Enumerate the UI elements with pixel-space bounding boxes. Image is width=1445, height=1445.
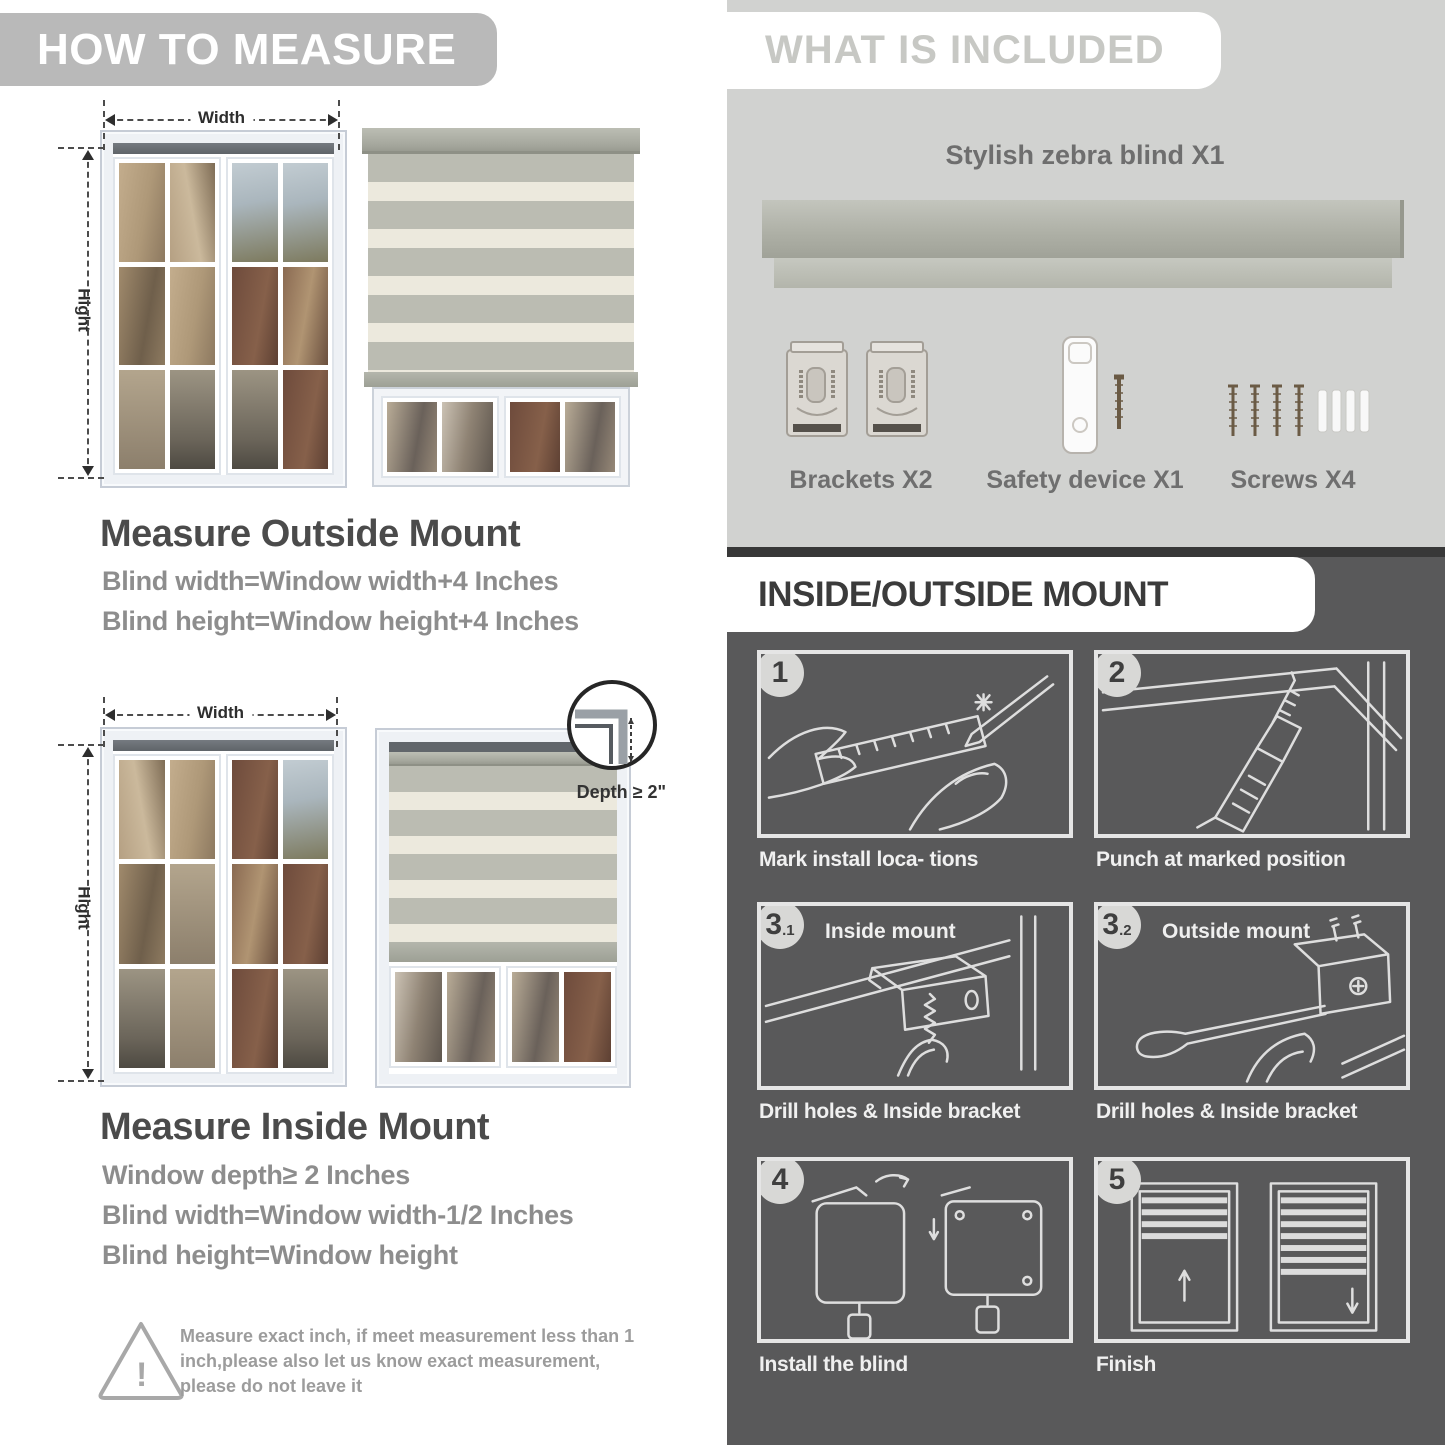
arrowhead-up: [82, 747, 94, 757]
step-title-inside-mount: Inside mount: [825, 920, 956, 943]
width-bound-right: [336, 697, 338, 747]
mark-locations-art: [761, 654, 1069, 834]
height-tick-top: [58, 744, 104, 746]
step-caption-4: Install the blind: [759, 1353, 908, 1376]
window-casement: [113, 754, 221, 1074]
finish-art: [1098, 1161, 1406, 1341]
height-label: Hight: [74, 886, 94, 930]
window-casement: [226, 157, 334, 475]
blind-headrail-product: [762, 200, 1404, 258]
step-badge-3-1: 3 .1: [757, 902, 804, 949]
outside-mount-title: Measure Outside Mount: [100, 513, 521, 555]
window-casement: [113, 157, 221, 475]
outside-mount-window-illustration: [100, 130, 347, 488]
window-casement: [226, 754, 334, 1074]
step-caption-3-1: Drill holes & Inside bracket: [759, 1100, 1021, 1123]
step-caption-3-2: Drill holes & Inside bracket: [1096, 1100, 1358, 1123]
inside-mount-title: Measure Inside Mount: [100, 1106, 490, 1148]
width-bound-right: [338, 100, 340, 150]
arrowhead-right: [326, 709, 336, 721]
step-title-outside-mount: Outside mount: [1162, 920, 1311, 943]
window-below-blind: [372, 387, 630, 487]
frame-corner-zoom: [571, 684, 653, 766]
width-label: Width: [189, 703, 252, 723]
how-to-measure-title: HOW TO MEASURE: [37, 24, 457, 74]
step-badge-3-2: 3 .2: [1094, 902, 1141, 949]
svg-text:!: !: [136, 1356, 148, 1394]
step-panel-5: [1094, 1157, 1410, 1343]
warning-triangle-icon: [95, 1318, 187, 1402]
window-head-recess: [113, 740, 334, 751]
height-label: Hight: [74, 288, 94, 332]
outside-mount-formula-width: Blind width=Window width+4 Inches: [102, 566, 559, 596]
step-caption-5: Finish: [1096, 1353, 1157, 1376]
height-tick-top: [58, 147, 104, 149]
step-panel-1: [757, 650, 1073, 838]
arrowhead-up: [82, 150, 94, 160]
safety-device-label: Safety device X1: [986, 466, 1184, 494]
step-panel-3-1: [757, 902, 1073, 1090]
inside-outside-mount-title: INSIDE/OUTSIDE MOUNT: [758, 574, 1169, 614]
inside-mount-formula-width: Blind width=Window width-1/2 Inches: [102, 1200, 574, 1230]
step-badge-2: 2: [1094, 650, 1141, 697]
step-caption-1: Mark install loca- tions: [759, 848, 979, 871]
blind-bottom-rail: [389, 942, 617, 962]
step-badge-1: 1: [757, 650, 804, 697]
arrowhead-right: [328, 114, 338, 126]
height-tick-bottom: [58, 1080, 104, 1082]
blind-headrail: [362, 128, 640, 154]
width-label: Width: [190, 108, 253, 128]
step-panel-4: [757, 1157, 1073, 1343]
product-name: Stylish zebra blind X1: [945, 140, 1225, 170]
how-to-measure-header: [0, 13, 497, 86]
inside-mount-formula-height: Blind height=Window height: [102, 1240, 458, 1270]
depth-label: Depth ≥ 2": [576, 782, 666, 802]
arrowhead-down: [82, 1069, 94, 1079]
arrowhead-left: [105, 709, 115, 721]
inside-mount-depth-rule: Window depth≥ 2 Inches: [102, 1160, 410, 1190]
width-dimension-line: [107, 108, 336, 127]
arrowhead-down: [82, 466, 94, 476]
arrowhead-left: [105, 114, 115, 126]
step-panel-3-2: [1094, 902, 1410, 1090]
step-badge-5: 5: [1094, 1157, 1141, 1204]
brackets-label: Brackets X2: [789, 466, 933, 494]
depth-magnifier: [567, 680, 657, 770]
what-is-included-header: [727, 12, 1221, 89]
width-bound-left: [103, 697, 105, 747]
outside-mount-formula-height: Blind height=Window height+4 Inches: [102, 606, 579, 636]
step-badge-4: 4: [757, 1157, 804, 1204]
screws-label: Screws X4: [1230, 466, 1356, 494]
install-blind-art: [761, 1161, 1069, 1341]
step-panel-2: [1094, 650, 1410, 838]
measurement-note: Measure exact inch, if meet measurement less than 1 inch,please also let us know exact measurement, please do not leave it: [180, 1326, 635, 1396]
drill-art: [1098, 654, 1406, 834]
blind-bottomrail-product: [774, 258, 1392, 288]
what-is-included-title: WHAT IS INCLUDED: [765, 28, 1165, 72]
screws-icon: [1218, 378, 1378, 446]
safety-device-icon: [1055, 333, 1139, 457]
window-below-blind: [389, 962, 617, 1068]
inside-mount-window-illustration: [100, 727, 347, 1087]
blind-zebra-stripes: [368, 154, 634, 372]
height-tick-bottom: [58, 477, 104, 479]
brackets-icon: [783, 340, 933, 445]
window-head-recess: [113, 143, 334, 154]
step-caption-2: Punch at marked position: [1096, 848, 1346, 871]
blind-bottom-rail: [364, 372, 638, 387]
inside-outside-mount-header: [727, 557, 1315, 632]
width-dimension-line: [107, 703, 334, 722]
outside-mount-blind-illustration: [362, 128, 640, 490]
